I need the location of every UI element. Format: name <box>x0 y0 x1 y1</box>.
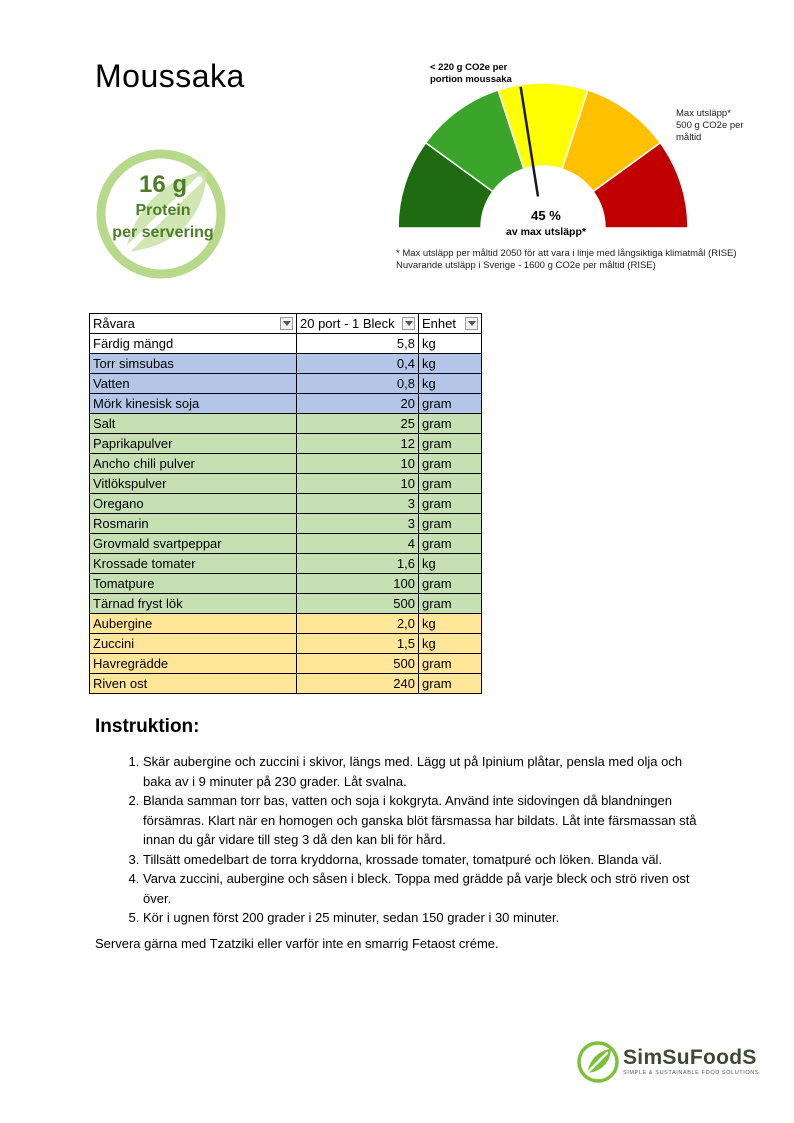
ingredient-amount: 500 <box>297 654 419 674</box>
gauge-footnote-line1: * Max utsläpp per måltid 2050 för att vara i linje med långsiktiga klimatmål (RISE) <box>396 248 737 259</box>
ingredient-table <box>89 313 482 694</box>
ingredient-name: Mörk kinesisk soja <box>90 394 297 414</box>
table-row <box>90 514 482 534</box>
ingredient-unit: gram <box>419 494 482 514</box>
ingredient-amount: 100 <box>297 574 419 594</box>
ingredient-unit: kg <box>419 554 482 574</box>
ingredient-unit: kg <box>419 634 482 654</box>
ingredient-unit: gram <box>419 414 482 434</box>
table-row <box>90 394 482 414</box>
instruction-step: 3. Tillsätt omedelbart de torra kryddorna, krossade tomater, tomatpuré och löken. Blanda väl. <box>143 850 705 870</box>
table-row <box>90 554 482 574</box>
protein-badge <box>95 148 231 280</box>
instruction-step: 1. Skär aubergine och zuccini i skivor, längs med. Lägg ut på Ipinium plåtar, pensla med olja och baka av i 9 minuter på 230 grader. Låt svalna. <box>143 752 705 791</box>
instruction-step: 2. Blanda samman torr bas, vatten och soja i kokgryta. Använd inte sidovingen då blandningen försämras. Klart när en homogen och ganska blöt färsmassa har bildats. Låt inte färsmassan stå innan du går vidare till steg 3 då den kan bli för hård. <box>143 791 705 850</box>
ingredient-name: Aubergine <box>90 614 297 634</box>
column-header-label: 20 port - 1 Bleck <box>300 315 395 331</box>
table-row <box>90 674 482 694</box>
instructions-heading: Instruktion: <box>95 716 200 737</box>
table-row <box>90 494 482 514</box>
logo-leaf-icon <box>576 1040 620 1084</box>
ingredient-amount: 5,8 <box>297 334 419 354</box>
table-row <box>90 334 482 354</box>
gauge-percent-label: av max utsläpp* <box>506 226 586 238</box>
ingredient-amount: 0,8 <box>297 374 419 394</box>
ingredient-unit: gram <box>419 514 482 534</box>
ingredient-amount: 1,6 <box>297 554 419 574</box>
table-row <box>90 414 482 434</box>
column-header-amount <box>297 314 419 334</box>
serving-suggestion: Servera gärna med Tzatziki eller varför inte en smarrig Fetaost créme. <box>95 936 499 951</box>
ingredient-name: Oregano <box>90 494 297 514</box>
table-row <box>90 454 482 474</box>
filter-dropdown-icon[interactable] <box>465 317 478 330</box>
logo-tagline: SIMPLE & SUSTAINABLE FOOD SOLUTIONS <box>623 1070 760 1076</box>
gauge-portion-label-line1: < 220 g CO2e per <box>430 62 508 73</box>
ingredient-amount: 20 <box>297 394 419 414</box>
ingredient-unit: gram <box>419 534 482 554</box>
ingredient-amount: 240 <box>297 674 419 694</box>
table-row <box>90 434 482 454</box>
ingredient-amount: 0,4 <box>297 354 419 374</box>
ingredient-unit: gram <box>419 594 482 614</box>
gauge-footnote-line2: Nuvarande utsläpp i Sverige - 1600 g CO2e per måltid (RISE) <box>396 260 656 271</box>
ingredient-name: Grovmald svartpeppar <box>90 534 297 554</box>
ingredient-name: Rosmarin <box>90 514 297 534</box>
ingredient-name: Havregrädde <box>90 654 297 674</box>
filter-dropdown-icon[interactable] <box>280 317 293 330</box>
ingredient-unit: gram <box>419 394 482 414</box>
ingredient-amount: 1,5 <box>297 634 419 654</box>
ingredient-amount: 10 <box>297 474 419 494</box>
gauge-max-label-line1: Max utsläpp* <box>676 108 731 119</box>
ingredient-unit: gram <box>419 654 482 674</box>
ingredient-unit: gram <box>419 674 482 694</box>
table-row <box>90 594 482 614</box>
instruction-list <box>95 752 705 928</box>
ingredient-amount: 4 <box>297 534 419 554</box>
ingredient-amount: 2,0 <box>297 614 419 634</box>
column-header-ravara <box>90 314 297 334</box>
gauge-max-label-line3: måltid <box>676 132 702 143</box>
column-header-label: Enhet <box>422 315 456 331</box>
table-row <box>90 374 482 394</box>
instruction-step: 5. Kör i ugnen först 200 grader i 25 minuter, sedan 150 grader i 30 minuter. <box>143 908 705 928</box>
ingredient-amount: 500 <box>297 594 419 614</box>
ingredient-name: Torr simsubas <box>90 354 297 374</box>
table-row <box>90 634 482 654</box>
protein-value: 16 g <box>138 171 188 198</box>
ingredient-name: Tärnad fryst lök <box>90 594 297 614</box>
protein-label: Protein <box>135 202 191 219</box>
page-title: Moussaka <box>95 58 245 94</box>
instruction-step: 4. Varva zuccini, aubergine och såsen i bleck. Toppa med grädde på varje bleck och strö riven ost över. <box>143 869 705 908</box>
gauge-percent: 45 % <box>531 208 561 223</box>
ingredient-name: Riven ost <box>90 674 297 694</box>
table-row <box>90 354 482 374</box>
ingredient-unit: kg <box>419 354 482 374</box>
ingredient-amount: 3 <box>297 514 419 534</box>
table-row <box>90 474 482 494</box>
ingredient-name: Zuccini <box>90 634 297 654</box>
ingredient-unit: gram <box>419 454 482 474</box>
gauge-portion-label <box>430 62 550 86</box>
ingredient-unit: gram <box>419 474 482 494</box>
ingredient-unit: kg <box>419 614 482 634</box>
table-row <box>90 614 482 634</box>
ingredient-name: Vatten <box>90 374 297 394</box>
ingredient-unit: kg <box>419 374 482 394</box>
ingredient-amount: 25 <box>297 414 419 434</box>
ingredient-amount: 3 <box>297 494 419 514</box>
ingredient-name: Ancho chili pulver <box>90 454 297 474</box>
gauge-footnote <box>396 248 788 272</box>
ingredient-unit: gram <box>419 434 482 454</box>
gauge-max-label-line2: 500 g CO2e per <box>676 120 744 131</box>
logo-wordmark: SimSuFoodS <box>623 1046 757 1069</box>
ingredient-name: Krossade tomater <box>90 554 297 574</box>
ingredient-name: Salt <box>90 414 297 434</box>
ingredient-name: Färdig mängd <box>90 334 297 354</box>
ingredient-unit: gram <box>419 574 482 594</box>
protein-sublabel: per servering <box>112 224 214 241</box>
filter-dropdown-icon[interactable] <box>402 317 415 330</box>
ingredient-name: Vitlökspulver <box>90 474 297 494</box>
column-header-unit <box>419 314 482 334</box>
ingredient-unit: kg <box>419 334 482 354</box>
table-row <box>90 534 482 554</box>
brand-logo <box>576 1040 760 1086</box>
column-header-label: Råvara <box>93 315 135 331</box>
table-header-row <box>90 314 482 334</box>
gauge-max-label <box>676 108 786 144</box>
gauge-portion-label-line2: portion moussaka <box>430 74 512 85</box>
ingredient-amount: 10 <box>297 454 419 474</box>
ingredient-name: Tomatpure <box>90 574 297 594</box>
ingredient-amount: 12 <box>297 434 419 454</box>
emission-gauge <box>390 60 790 290</box>
ingredient-name: Paprikapulver <box>90 434 297 454</box>
table-row <box>90 574 482 594</box>
table-row <box>90 654 482 674</box>
